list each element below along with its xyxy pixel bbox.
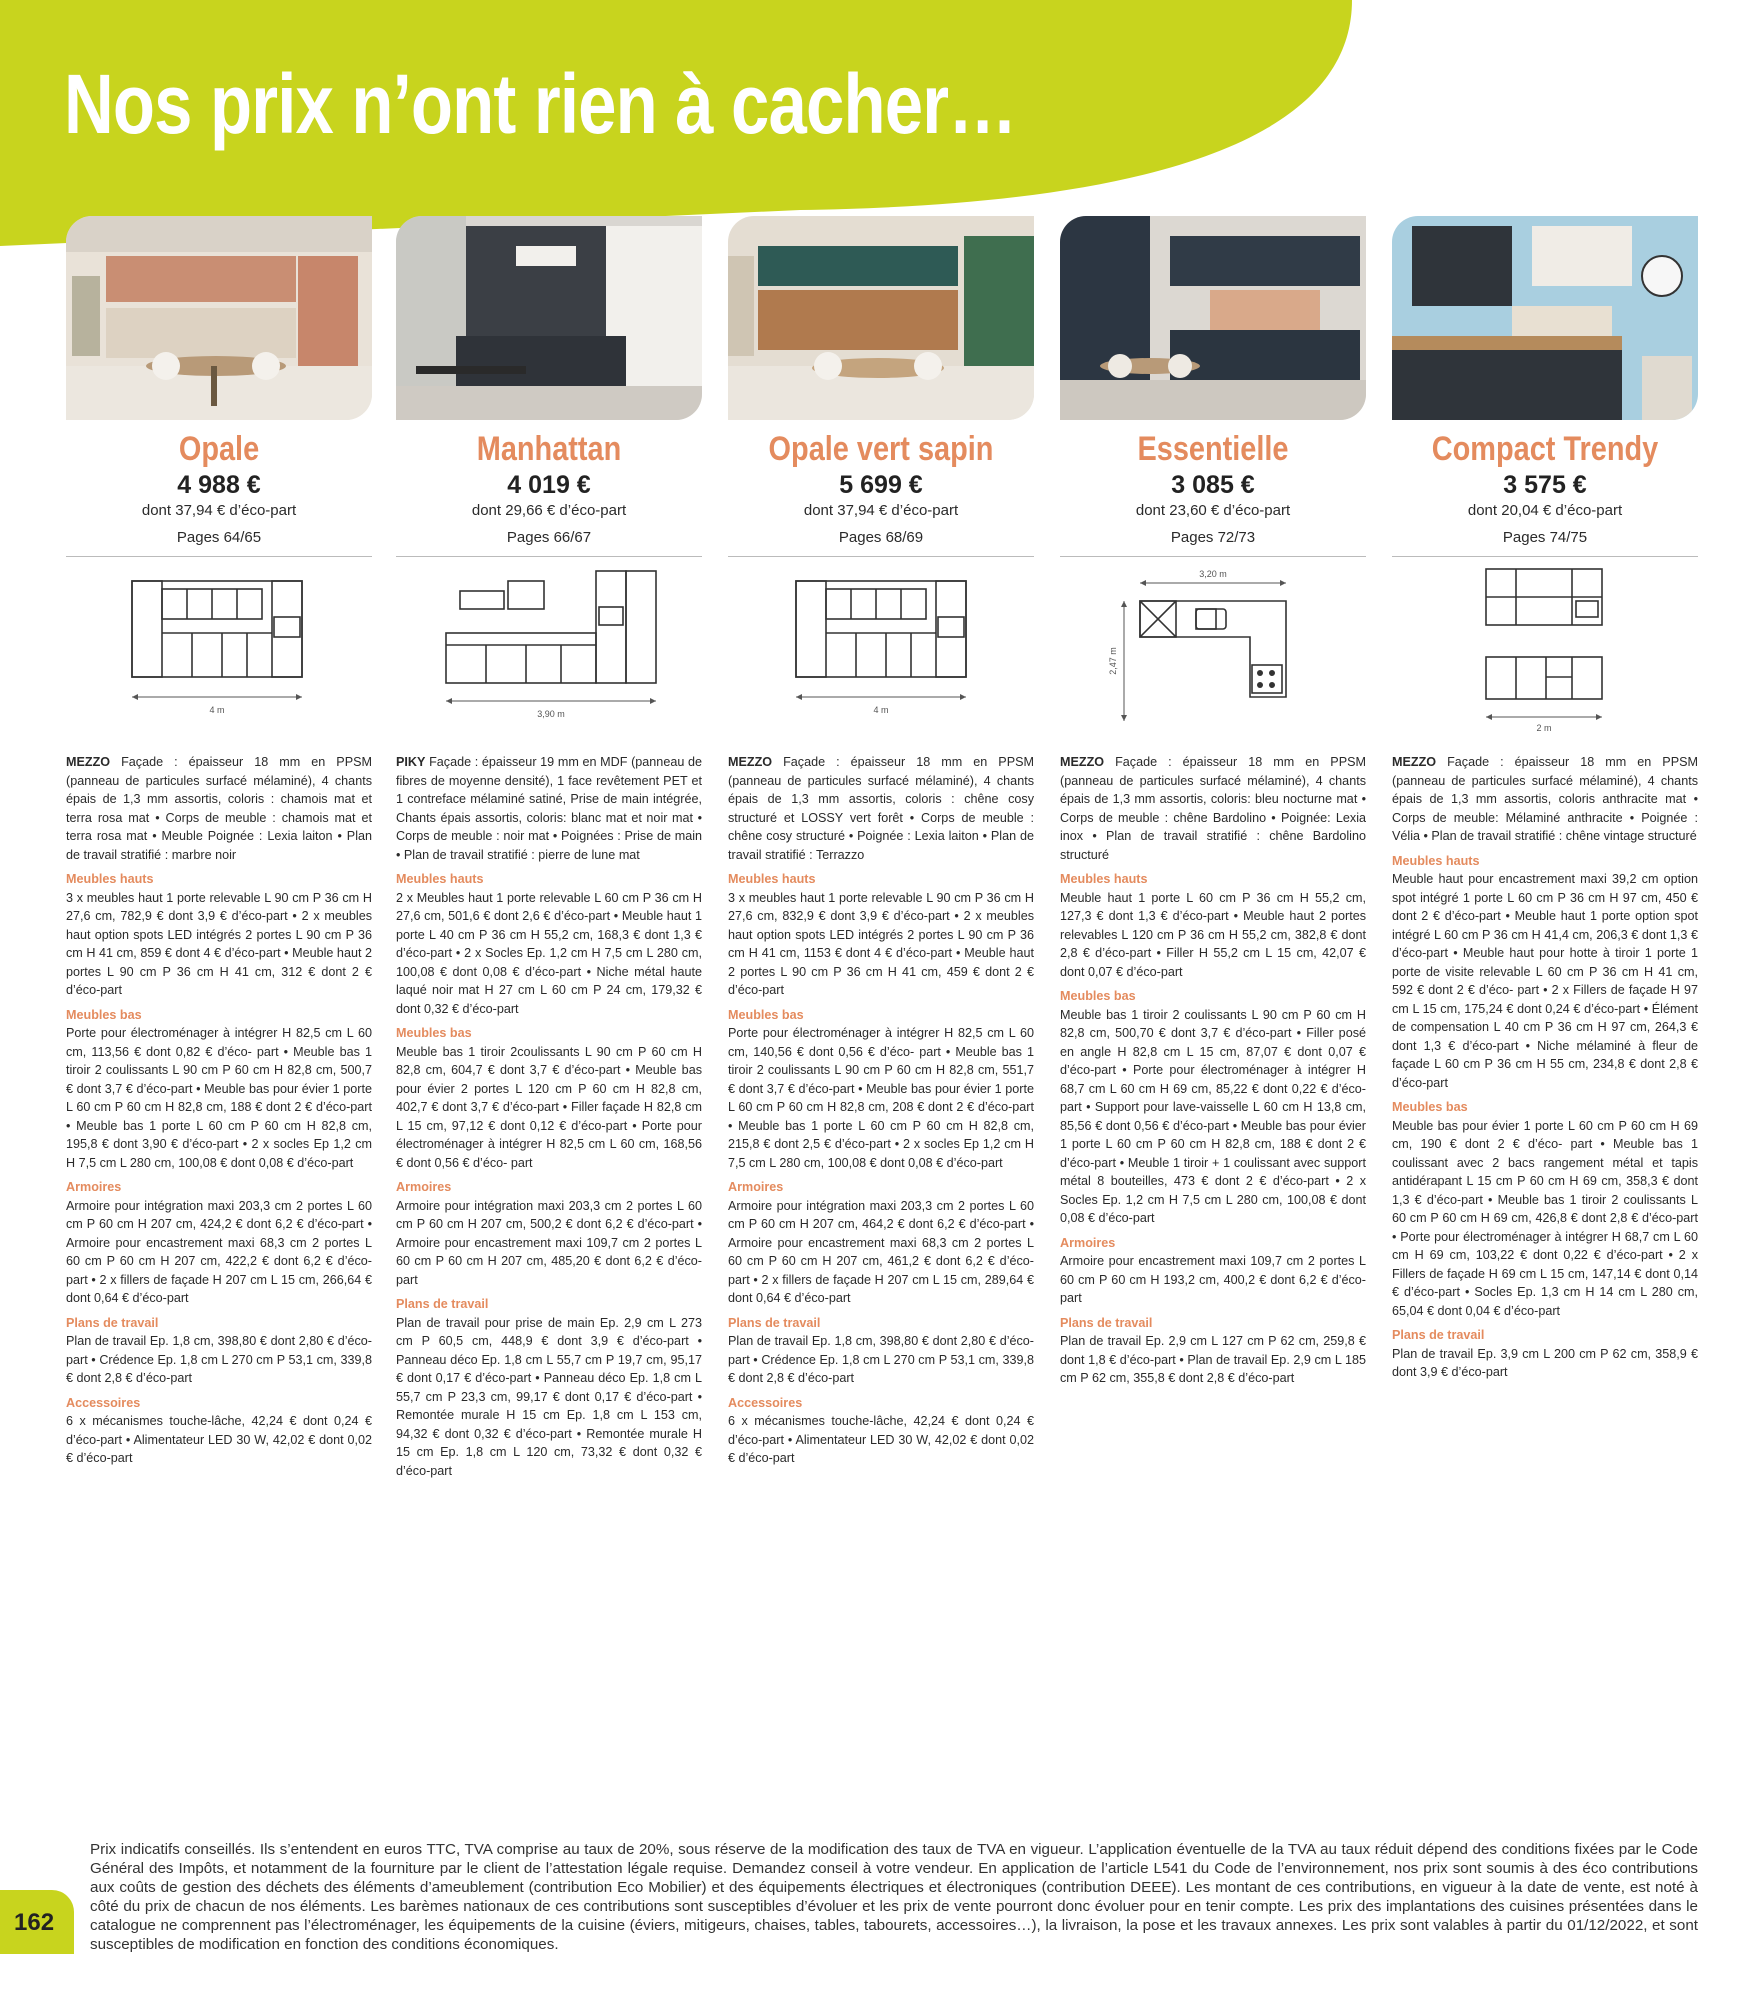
section-title: Plans de travail [1392, 1328, 1485, 1342]
section-title: Meubles bas [396, 1026, 472, 1040]
description-text: Façade : épaisseur 18 mm en PPSM (panneau de particules surfacé mélaminé), 4 chants épais de 1,3 mm assortis, coloris : chêne cosy structuré et LOSSY vert forêt • Corps de meuble : chêne cosy structuré • Poignée : Lexia laiton • Plan de travail stratifié : Terrazzo [728, 755, 1034, 862]
plan-dimension: 3,90 m [537, 709, 565, 719]
product-name: Opale vert sapin [768, 430, 994, 468]
brand: MEZZO [1060, 755, 1105, 769]
page-number: 162 [14, 1909, 55, 1936]
brand: MEZZO [66, 755, 111, 769]
section-text: 3 x meubles haut 1 porte relevable L 90 cm P 36 cm H 27,6 cm, 832,9 € dont 3,9 € d’éco-part • 2 x meubles haut option spots LED intégrés 2 portes L 90 cm P 36 cm H 41 cm, 1153 € dont 4 € d’éco-part • Meuble haut 2 portes L 90 cm P 36 cm H 41 cm, 459 € dont 2 € d’éco-part [728, 890, 1034, 997]
pages-reference: Pages 66/67 [506, 529, 592, 546]
section-text: Meuble bas 1 tiroir 2 coulissants L 90 cm P 60 cm H 82,8 cm, 500,70 € dont 3,7 € d’éco-part • Filler posé en angle H 82,8 cm L 15 cm, 87,07 € dont 0,07 € d’éco-part • Porte pour électroménager à intégrer H 68,7 cm L 60 cm H 69 cm, 85,22 € dont 0,22 € d’éco-part • Support pour lave-vaisselle L 60 cm H 13,8 cm, 85,56 € dont 0,56 € d’éco-part • Meuble bas pour évier 1 porte L 60 cm P 60 cm H 82,8 cm, 188 € dont 2 € d’éco-part • Meuble 1 tiroir + 1 coulissant avec support métal 8 bouteilles, 473 € dont 2 € d’éco-part • 2 x Socles Ep. 1,2 cm H 7,5 cm L 280 cm, 100,08 € dont 0,08 € d’éco-part [1060, 1007, 1366, 1225]
plan-dimension-2: 2,47 m [1108, 647, 1118, 675]
description-text: Façade : épaisseur 18 mm en PPSM (panneau de particules surfacé mélaminé), 4 chants épais de 1,3 mm assortis, coloris: bleu nocturne mat • Corps de meuble : chêne Bardolino • Poignée: Lexia inox • Plan de travail stratifié : chêne Bardolino structuré [1060, 755, 1366, 862]
section-text: Meuble bas 1 tiroir 2coulissants L 90 cm P 60 cm H 82,8 cm, 604,7 € dont 3,7 € d’éco-part • Meuble bas pour évier 2 portes L 120 cm P 60 cm H 82,8 cm, 402,7 € dont 3,7 € d’éco-part • Filler façade H 82,8 cm L 15 cm, 97,12 € dont 0,12 € d’éco-part • Porte pour électroménager à intégrer H 82,5 cm L 60 cm, 168,56 € dont 0,56 € d’éco- part [396, 1044, 702, 1170]
pages-reference: Pages 68/69 [838, 529, 924, 546]
section-title: Armoires [1060, 1235, 1116, 1250]
section-title: Meubles hauts [1392, 853, 1480, 868]
product-name: Essentielle [1137, 430, 1289, 468]
section-text: Porte pour électroménager à intégrer H 82,5 cm L 60 cm, 113,56 € dont 0,82 € d’éco- part • Meuble bas 1 tiroir 2 coulissants L 90 cm P 60 cm H 82,8 cm, 500,7 € dont 3,7 € d’éco-part • Meuble bas pour évier 1 porte L 60 cm P 60 cm H 82,8 cm, 188 € dont 2 € d’éco-part • Meuble bas 1 porte L 60 cm P 60 cm H 82,8 cm, 195,8 € dont 3,90 € d’éco-part • 2 x socles Ep 1,2 cm H 7,5 cm L 280 cm, 100,08 € dont 0,08 € d’éco-part [66, 1026, 372, 1170]
section-text: 6 x mécanismes touche-lâche, 42,24 € dont 0,24 € d’éco-part • Alimentateur LED 30 W, 42,02 € dont 0,02 € d’éco-part [728, 1414, 1034, 1465]
product-description [728, 753, 1034, 864]
product-price: 3 085 € [1171, 471, 1255, 499]
section-title: Meubles hauts [66, 872, 154, 886]
section-title: Plans de travail [66, 1315, 159, 1330]
section-title: Plans de travail [1060, 1315, 1153, 1330]
product-description [1392, 753, 1698, 846]
description-text: Façade : épaisseur 18 mm en PPSM (panneau de particules surfacé mélaminé), 4 chants épais de 1,3 mm assortis, coloris anthracite mat • Corps de meuble: Mélaminé anthracite • Poignée : Vélia • Plan de travail stratifié : chêne vintage structuré [1392, 755, 1698, 843]
pages-reference: Pages 74/75 [1502, 529, 1588, 546]
page-number-badge [0, 1890, 74, 1954]
product-description [66, 753, 372, 864]
eco-part: dont 20,04 € d’éco-part [1467, 502, 1623, 519]
section-text: 2 x Meubles haut 1 porte relevable L 60 cm P 36 cm H 27,6 cm, 501,6 € dont 2,6 € d’éco-part • Meuble haut 1 porte L 40 cm P 36 cm H 55,2 cm, 168,3 € dont 1,3 € d’éco-part • 2 x Socles Ep. 1,2 cm H 7,5 cm L 280 cm, 100,08 € dont 0,08 € d’éco-part • Niche métal haute laqué noir mat H 27 cm L 60 cm P 24 cm, 179,32 € dont 0,32 € d’éco-part [396, 890, 702, 1016]
kitchen-photo-essentielle [1060, 216, 1366, 420]
brand: MEZZO [1392, 755, 1437, 769]
product-name: Opale [178, 430, 260, 468]
page-title: Nos prix n’ont rien à cacher… [64, 57, 1017, 151]
eco-part: dont 37,94 € d’éco-part [803, 502, 959, 519]
plan-dimension: 3,20 m [1199, 569, 1227, 579]
section-text: Meuble haut 1 porte L 60 cm P 36 cm H 55,2 cm, 127,3 € dont 1,3 € d’éco-part • Meuble haut 2 portes relevables L 120 cm P 36 cm H 55,2 cm, 382,8 € dont 2,8 € d’éco-part • Filler H 55,2 cm L 15 cm, 42,07 € dont 0,07 € d’éco-part [1060, 890, 1366, 979]
pages-reference: Pages 64/65 [176, 529, 262, 546]
section-title: Meubles bas [728, 1007, 804, 1022]
description-text: Façade : épaisseur 18 mm en PPSM (panneau de particules surfacé mélaminé), 4 chants épais de 1,3 mm assortis, coloris : chamois mat et terra rosa mat • Corps de meuble : chamois mat et terra rosa mat • Meuble Poignée : Lexia laiton • Plan de travail stratifié : marbre noir [66, 755, 372, 862]
kitchen-photo-opale-vert-sapin [728, 216, 1034, 420]
plan-dimension: 2 m [1536, 723, 1552, 733]
section-title: Plans de travail [396, 1297, 489, 1311]
section-title: Meubles hauts [728, 872, 816, 886]
section-text: Meuble haut pour encastrement maxi 39,2 cm option spot intégré 1 porte L 60 cm P 36 cm H 97 cm, 450 € dont 2 € d’éco-part • Meuble haut 1 porte option spot intégré L 60 cm P 36 cm H 41,4 cm, 206,3 € dont 1,3 € d’éco-part • Meuble haut pour hotte à tiroir 1 porte 1 porte de visite relevable L 60 cm P 36 cm H 41 cm, 592 € dont 2 € d’éco- part • 2 x Fillers de façade H 97 cm L 15 cm, 175,24 € dont 0,24 € d’éco-part • Élément de compensation L 40 cm P 36 cm H 97 cm, 264,3 € dont 1,3 € d’éco-part • Niche mélaminé à fleur de façade L 60 cm P 36 cm H 55 cm, 234,8 € dont 2,8 € d’éco-part [1392, 872, 1698, 1090]
product-price: 3 575 € [1503, 471, 1587, 499]
section-title: Armoires [66, 1180, 122, 1194]
kitchen-plan-manhattan [396, 557, 702, 753]
kitchen-photo-compact-trendy [1392, 216, 1698, 420]
section-text: Plan de travail Ep. 1,8 cm, 398,80 € dont 2,80 € d’éco-part • Crédence Ep. 1,8 cm L 270 cm P 53,1 cm, 339,8 € dont 2,8 € d’éco-part [66, 1334, 372, 1385]
section-text: Armoire pour intégration maxi 203,3 cm 2 portes L 60 cm P 60 cm H 207 cm, 464,2 € dont 6,2 € d’éco-part • Armoire pour encastrement maxi 68,3 cm 2 portes L 60 cm P 60 cm H 207 cm, 461,2 € dont 6,2 € d’éco-part • 2 x fillers de façade H 207 cm L 15 cm, 289,64 € dont 0,64 € d’éco-part [728, 1198, 1034, 1305]
section-text: 6 x mécanismes touche-lâche, 42,24 € dont 0,24 € d’éco-part • Alimentateur LED 30 W, 42,02 € dont 0,02 € d’éco-part [66, 1414, 372, 1465]
product-name: Manhattan [476, 430, 622, 468]
product-column-opale-vert-sapin [728, 216, 1034, 1468]
plan-dimension: 4 m [209, 705, 225, 715]
kitchen-plan-essentielle [1060, 557, 1366, 753]
section-title: Accessoires [728, 1395, 803, 1410]
brand: PIKY [396, 755, 426, 769]
section-text: 3 x meubles haut 1 porte relevable L 90 cm P 36 cm H 27,6 cm, 782,9 € dont 3,9 € d’éco-part • 2 x meubles haut option spots LED intégrés 2 portes L 90 cm P 36 cm H 41 cm, 859 € dont 4 € d’éco-part • Meuble haut 2 portes L 90 cm P 36 cm H 41 cm, 312 € dont 2 € d’éco-part [66, 890, 372, 997]
section-text: Plan de travail Ep. 2,9 cm L 127 cm P 62 cm, 259,8 € dont 1,8 € d’éco-part • Plan de travail Ep. 2,9 cm L 185 cm P 62 cm, 355,8 € dont 2,8 € d’éco-part [1060, 1334, 1366, 1385]
product-price: 4 988 € [177, 471, 261, 499]
kitchen-plan-opale [66, 557, 372, 753]
section-title: Meubles hauts [396, 872, 484, 886]
product-column-manhattan [396, 216, 702, 1480]
kitchen-plan-opale-vert-sapin [728, 557, 1034, 753]
section-title: Plans de travail [728, 1315, 821, 1330]
section-text: Porte pour électroménager à intégrer H 82,5 cm L 60 cm, 140,56 € dont 0,56 € d’éco- part • Meuble bas 1 tiroir 2 coulissants L 90 cm P 60 cm H 82,8 cm, 551,7 € dont 3,7 € d’éco-part • Meuble bas pour évier 1 porte L 60 cm P 60 cm H 82,8 cm, 208 € dont 2 € d’éco-part • Meuble bas 1 porte L 60 cm P 60 cm H 82,8 cm, 215,8 € dont 2,5 € d’éco-part • 2 x socles Ep 1,2 cm H 7,5 cm L 280 cm, 100,08 € dont 0,08 € d’éco-part [728, 1026, 1034, 1170]
section-title: Meubles bas [66, 1007, 142, 1022]
brand: MEZZO [728, 755, 773, 769]
product-column-essentielle [1060, 216, 1366, 1388]
section-title: Meubles bas [1060, 989, 1136, 1003]
section-text: Armoire pour encastrement maxi 109,7 cm 2 portes L 60 cm P 60 cm H 193,2 cm, 400,2 € dont 6,2 € d’éco-part [1060, 1254, 1366, 1305]
section-text: Meuble bas pour évier 1 porte L 60 cm P 60 cm H 69 cm, 190 € dont 2 € d’éco- part • Meuble bas 1 coulissant avec 2 bacs rangement métal et tapis antidérapant L 15 cm P 60 cm H 69 cm, 358,3 € dont 1,3 € d’éco-part • Meuble bas 1 tiroir 2 coulissants L 60 cm P 60 cm H 69 cm, 426,8 € dont 2,8 € d’éco-part • Porte pour électroménager à intégrer H 68,7 cm L 60 cm H 69 cm, 103,22 € dont 0,22 € d’éco-part • 2 x Fillers de façade H 69 cm L 15 cm, 147,14 € dont 0,14 € d’éco-part • Socles Ep. 1,3 cm H 14 cm L 280 cm, 65,04 € dont 0,04 € d’éco-part [1392, 1118, 1698, 1318]
section-text: Plan de travail Ep. 3,9 cm L 200 cm P 62 cm, 358,9 € dont 3,9 € d’éco-part [1392, 1346, 1698, 1379]
pages-reference: Pages 72/73 [1170, 529, 1256, 546]
legal-footer: Prix indicatifs conseillés. Ils s’entendent en euros TTC, TVA comprise au taux de 20%, sous réserve de la modification des taux de TVA en vigueur. L’application éventuelle de la TVA au taux réduit dépend des conditions fixées par le Code Général des Impôts, et notamment de la fourniture par le client de l’attestation légale requise. Demandez conseil à votre vendeur. En application de l’article L541 du Code de l’environnement, nos prix sont soumis à des éco contributions aux coûts de gestion des déchets des éléments d’ameublement (contribution Eco Mobilier) et des équipements électriques et électroniques (contribution DEEE). Les montant de ces contributions, en vigueur à la date de vente, est noté à côté du prix de chacun de nos éléments. Les barèmes nationaux de ces contributions sont susceptibles d’évoluer et les prix de vente pourront donc évoluer pour en tenir compte. Les prix des implantations des cuisines présentées dans le catalogue ne comprennent pas l’électroménager, les équipements de la cuisine (éviers, mitigeurs, chaises, tables, tabourets, accessoires…), la livraison, la pose et les travaux annexes. Les prix sont valables à partir du 01/12/2022, et sont susceptibles de modification en fonction des conditions économiques. [90, 1841, 1698, 1953]
kitchen-photo-opale [66, 216, 372, 420]
product-description [1060, 753, 1366, 864]
section-text: Plan de travail Ep. 1,8 cm, 398,80 € dont 2,80 € d’éco-part • Crédence Ep. 1,8 cm L 270 cm P 53,1 cm, 339,8 € dont 2,8 € d’éco-part [728, 1334, 1034, 1385]
section-text: Armoire pour intégration maxi 203,3 cm 2 portes L 60 cm P 60 cm H 207 cm, 424,2 € dont 6,2 € d’éco-part • Armoire pour encastrement maxi 68,3 cm 2 portes L 60 cm P 60 cm H 207 cm, 422,2 € dont 6,2 € d’éco-part • 2 x fillers de façade H 207 cm L 15 cm, 266,64 € dont 0,64 € d’éco-part [66, 1198, 372, 1305]
product-column-compact-trendy [1392, 216, 1698, 1382]
eco-part: dont 23,60 € d’éco-part [1135, 502, 1291, 519]
product-price: 5 699 € [839, 471, 923, 499]
plan-dimension: 4 m [873, 705, 889, 715]
product-price: 4 019 € [507, 471, 591, 499]
kitchen-plan-compact-trendy [1392, 557, 1698, 753]
section-title: Meubles bas [1392, 1100, 1468, 1114]
section-text: Armoire pour intégration maxi 203,3 cm 2 portes L 60 cm P 60 cm H 207 cm, 500,2 € dont 6,2 € d’éco-part • Armoire pour encastrement maxi 109,7 cm 2 portes L 60 cm P 60 cm H 207 cm, 485,20 € dont 6,2 € d’éco-part [396, 1198, 702, 1287]
section-title: Accessoires [66, 1395, 141, 1410]
description-text: Façade : épaisseur 19 mm en MDF (panneau de fibres de moyenne densité), 1 face revêtement PET et 1 contreface mélaminé satiné, Prise de main intégrée, Chants épais assortis, coloris: blanc mat et noir mat • Corps de meuble : noir mat • Poignées : Prise de main • Plan de travail stratifié : pierre de lune mat [396, 755, 702, 862]
section-text: Plan de travail pour prise de main Ep. 2,9 cm L 273 cm P 60,5 cm, 448,9 € dont 3,9 € d’éco-part • Panneau déco Ep. 1,8 cm L 55,7 cm P 19,7 cm, 95,17 € dont 0,17 € d’éco-part • Panneau déco Ep. 1,8 cm L 55,7 cm P 23,3 cm, 99,17 € dont 0,17 € d’éco-part • Remontée murale H 15 cm Ep. 1,8 cm L 153 cm, 94,32 € dont 0,32 € d’éco-part • Remontée murale H 15 cm Ep. 1,8 cm L 120 cm, 73,32 € dont 0,32 € d’éco-part [396, 1315, 702, 1478]
section-title: Armoires [728, 1180, 784, 1194]
product-column-opale [66, 216, 372, 1468]
section-title: Armoires [396, 1180, 452, 1194]
product-name: Compact Trendy [1431, 430, 1659, 468]
eco-part: dont 29,66 € d’éco-part [471, 502, 627, 519]
kitchen-photo-manhattan [396, 216, 702, 420]
section-title: Meubles hauts [1060, 872, 1148, 886]
eco-part: dont 37,94 € d’éco-part [141, 502, 297, 519]
product-description [396, 753, 702, 864]
